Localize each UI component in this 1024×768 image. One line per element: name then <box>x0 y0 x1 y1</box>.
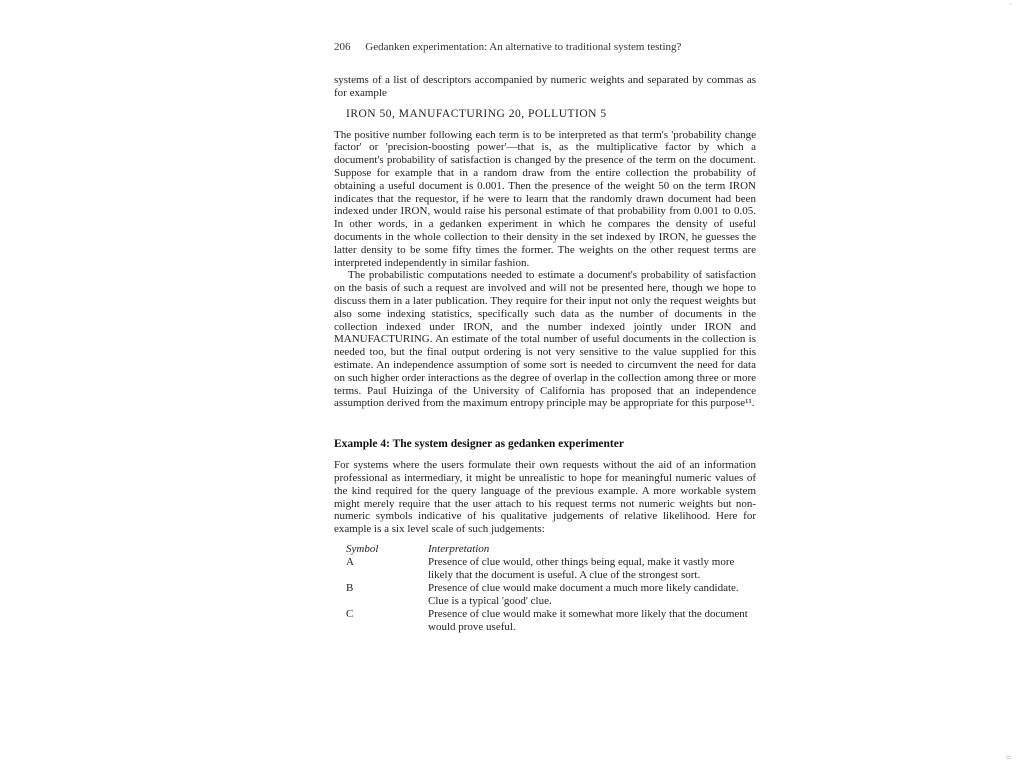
interpretation-cell: Presence of clue would, other things being equal, make it vastly more likely that the document is useful. A clue of the strongest sort. <box>428 556 735 581</box>
table-row <box>344 608 758 634</box>
column-header-symbol: Symbol <box>346 542 379 555</box>
document-page <box>334 40 756 634</box>
scan-mark-bottom: = <box>1005 753 1012 762</box>
section-paragraph: For systems where the users formulate their own requests without the aid of an information professional as intermediary, it might be unrealistic to hope for meaningful numeric values of the kind required for the query language of the previous example. A more workable system might merely require that the user attach to his request terms not numeric weights but non-numeric symbols indicative of his qualitative judgements of relative likelihood. Here for example is a six level scale of such judgements: <box>334 459 756 536</box>
symbol-cell: B <box>346 582 354 595</box>
table-row <box>344 556 758 582</box>
interpretation-cell: Presence of clue would make it somewhat more likely that the document would prove useful. <box>428 608 748 633</box>
symbol-cell: A <box>346 556 354 569</box>
paragraph-1: The positive number following each term is to be interpreted as that term's 'probability change factor' or 'precision-boosting power'—that is, as the multiplicative factor by which a document's probability of satisfaction is changed by the presence of the term on the document. Suppose for example that in a random draw from the entire collection the probability of obtaining a useful document is 0.001. Then the presence of the weight 50 on the term IRON indicates that the requestor, if he were to learn that the randomly drawn document had been indexed under IRON, would raise his personal estimate of that probability from 0.001 to 0.05. In other words, in a gedanken experiment in which he compares the density of useful documents in the whole collection to their density in the set indexed by IRON, he guesses the latter density to be some fifty times the former. The weights on the other request terms are interpreted independently in similar fashion. <box>334 128 756 269</box>
scan-mark-top: ʼ <box>1009 2 1012 11</box>
section-heading: Example 4: The system designer as gedanken experimenter <box>334 438 624 451</box>
table-header-row <box>344 543 758 557</box>
column-header-interpretation: Interpretation <box>428 542 490 555</box>
symbol-cell: C <box>346 608 354 621</box>
paragraph-2: The probabilistic computations needed to estimate a document's probability of satisfaction on the basis of such a request are involved and will not be presented here, though we hope to discuss them in a later publication. They require for their input not only the request weights but also some indexing statistics, specifically such data as the number of documents in the collection indexed under IRON, and the number indexed jointly under IRON and MANUFACTURING. An estimate of the total number of useful documents in the collection is needed too, but the final output ordering is not very sensitive to the value supplied for this estimate. An independence assumption of some sort is needed to circumvent the need for data on such higher order interactions as the degree of overlap in the collection among three or more terms. Paul Huizinga of the University of California has proposed that an independence assumption derived from the maximum entropy principle may be appropriate for this purpose¹¹. <box>334 269 756 410</box>
table-row <box>344 582 758 608</box>
example-request: IRON 50, MANUFACTURING 20, POLLUTION 5 <box>346 107 607 120</box>
symbol-table <box>344 543 758 635</box>
intro-text: systems of a list of descriptors accompanied by numeric weights and separated by commas as for example <box>334 74 756 99</box>
page-number: 206 <box>334 41 351 53</box>
interpretation-cell: Presence of clue would make document a much more likely candidate. Clue is a typical 'good' clue. <box>428 582 739 607</box>
running-title: Gedanken experimentation: An alternative to traditional system testing? <box>365 41 682 53</box>
running-header <box>334 40 756 54</box>
